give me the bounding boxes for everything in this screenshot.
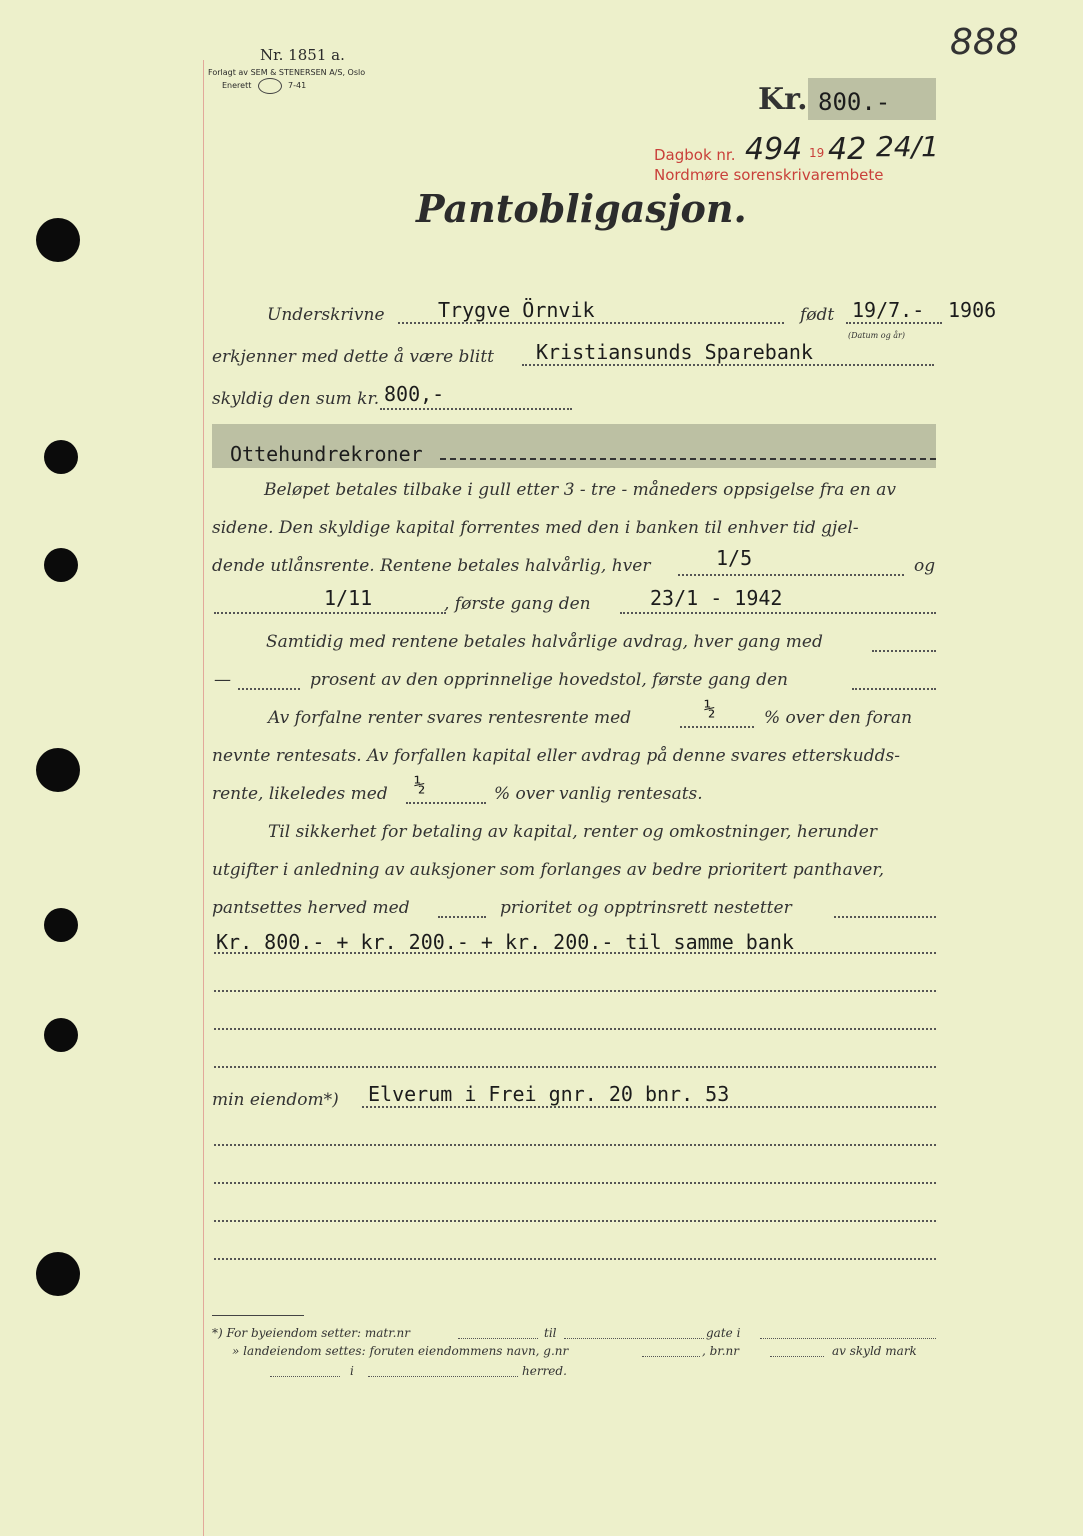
dotted-line [214, 1028, 936, 1030]
body-line-3-end: og [914, 556, 936, 576]
dotted-line [620, 612, 936, 614]
dotted-line [642, 1356, 700, 1357]
footnote-line-1c: gate i [706, 1326, 741, 1340]
footnote-line-1a: *) For byeiendom setter: matr.nr [212, 1326, 410, 1340]
born-label: født [800, 305, 835, 325]
dagbok-label: Dagbok nr. [654, 146, 736, 164]
punch-hole [44, 548, 78, 582]
dotted-line [458, 1338, 538, 1339]
dotted-line [214, 1258, 936, 1260]
body-line-7-end: % over den foran [764, 708, 913, 728]
undersigned-label: Underskrivne [267, 305, 385, 325]
dagbok-year-prefix: 19 [809, 146, 825, 160]
body-line-3: dende utlånsrente. Rentene betales halvårlig, hver [212, 556, 651, 576]
document-title: Pantobligasjon. [416, 186, 747, 231]
punch-hole [36, 1252, 80, 1296]
dotted-line [852, 688, 936, 690]
footnote-line-2c: av skyld mark [832, 1344, 917, 1358]
body-line-6: prosent av den opprinnelige hovedstol, første gang den [310, 670, 788, 690]
body-line-1: Beløpet betales tilbake i gull etter 3 - tre - måneders oppsigelse fra en av [264, 480, 896, 500]
interest-date-2: 1/11 [324, 586, 373, 610]
dotted-line [760, 1338, 936, 1339]
body-line-7: Av forfalne renter svares rentesrente med [268, 708, 632, 728]
late-interest-rate: ½ [414, 774, 426, 796]
punch-hole [36, 748, 80, 792]
footnote-line-1b: til [544, 1326, 557, 1340]
footnote-line-2b: , br.nr [702, 1344, 740, 1358]
body-line-4: , første gang den [444, 594, 591, 614]
dotted-line [214, 1182, 936, 1184]
born-value: 19/7.- [852, 298, 925, 322]
dotted-line [680, 726, 754, 728]
form-publisher: Forlagt av SEM & STENERSEN A/S, Oslo [208, 68, 366, 77]
margin-line [203, 60, 204, 1536]
creditor-value: Kristiansunds Sparebank [536, 340, 813, 364]
interest-date-1: 1/5 [716, 546, 753, 570]
sum-label: skyldig den sum kr. [212, 389, 380, 409]
amount-label: Kr. [758, 82, 808, 117]
body-line-10: Til sikkerhet for betaling av kapital, renter og omkostninger, herunder [268, 822, 877, 842]
first-payment-date: 23/1 - 1942 [650, 586, 783, 610]
sum-value: 800,- [384, 382, 445, 406]
dotted-line [214, 1220, 936, 1222]
body-line-6-dash: — [214, 670, 231, 690]
compound-interest-rate: ½ [704, 698, 716, 720]
sum-words: Ottehundrekroner [230, 442, 423, 466]
dagbok-year: 42 [828, 132, 867, 167]
footnote-line-3b: herred. [522, 1364, 567, 1378]
body-line-12-end: prioritet og opptrinsrett nestetter [500, 898, 792, 918]
body-line-11: utgifter i anledning av auksjoner som forlanges av bedre prioritert panthaver, [212, 860, 885, 880]
undersigned-value: Trygve Örnvik [438, 298, 595, 322]
dagbok-number: 494 [745, 132, 803, 167]
corner-page-number: 888 [950, 22, 1019, 63]
dotted-line [406, 802, 486, 804]
dotted-line [770, 1356, 824, 1357]
publisher-logo-icon [258, 78, 282, 94]
body-line-2: sidene. Den skyldige kapital forrentes med den i banken til enhver tid gjel- [212, 518, 859, 538]
punch-hole [36, 218, 80, 262]
body-line-5: Samtidig med rentene betales halvårlige avdrag, hver gang med [266, 632, 823, 652]
dotted-line [270, 1376, 340, 1377]
property-label: min eiendom*) [212, 1090, 339, 1110]
punch-hole [44, 908, 78, 942]
punch-hole [44, 440, 78, 474]
born-year: 1906 [948, 298, 997, 322]
footnote-rule [212, 1315, 304, 1316]
dash-line [440, 458, 936, 460]
dotted-line [678, 574, 904, 576]
dotted-line [380, 408, 572, 410]
footnote-line-2a: » landeiendom settes: foruten eiendommens navn, g.nr [232, 1344, 569, 1358]
dotted-line [564, 1338, 704, 1339]
dotted-line [362, 1106, 936, 1108]
form-number: Nr. 1851 a. [260, 46, 345, 64]
creditor-label: erkjenner med dette å være blitt [212, 347, 494, 367]
form-edition: 7-41 [288, 81, 307, 90]
dotted-line [214, 1066, 936, 1068]
dotted-line [398, 322, 784, 324]
dotted-line [438, 916, 486, 918]
punch-hole [44, 1018, 78, 1052]
priority-value: Kr. 800.- + kr. 200.- + kr. 200.- til samme bank [216, 930, 794, 954]
dotted-line [522, 364, 934, 366]
dagbok-office: Nordmøre sorenskrivarembete [654, 166, 884, 184]
footnote-line-3a: i [350, 1364, 354, 1378]
dotted-line [368, 1376, 518, 1377]
form-enerett: Enerett [222, 81, 252, 90]
dotted-line [846, 322, 942, 324]
body-line-8: nevnte rentesats. Av forfallen kapital eller avdrag på denne svares etterskudds- [212, 746, 900, 766]
body-line-9-end: % over vanlig rentesats. [494, 784, 703, 804]
dotted-line [238, 688, 300, 690]
dotted-line [214, 990, 936, 992]
body-line-12: pantsettes herved med [212, 898, 410, 918]
dotted-line [214, 612, 446, 614]
born-hint: (Datum og år) [848, 331, 905, 340]
dotted-line [834, 916, 936, 918]
dotted-line [872, 650, 936, 652]
property-value: Elverum i Frei gnr. 20 bnr. 53 [368, 1082, 730, 1106]
body-line-9: rente, likeledes med [212, 784, 388, 804]
dagbok-date: 24/1 [876, 130, 939, 163]
amount-value: 800.- [818, 88, 891, 116]
dotted-line [214, 1144, 936, 1146]
